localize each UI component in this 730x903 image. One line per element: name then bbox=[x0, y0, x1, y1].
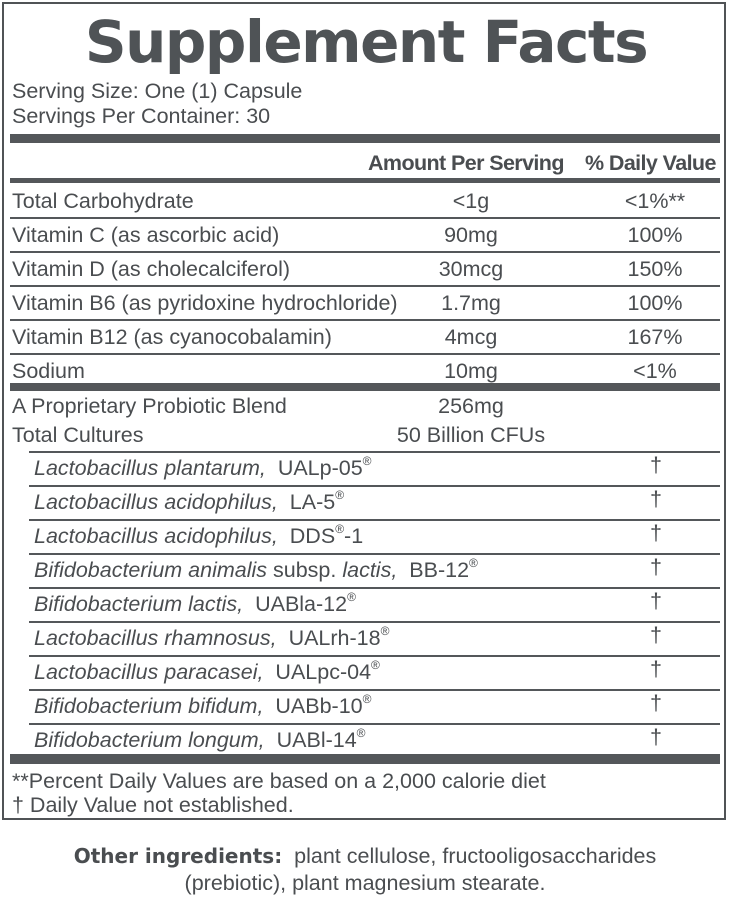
serving-size: Serving Size: One (1) Capsule bbox=[12, 79, 303, 103]
header-divider bbox=[10, 178, 720, 183]
strain-daily-value: † bbox=[650, 487, 662, 511]
nutrient-daily-value: 100% bbox=[627, 291, 683, 315]
registered-mark: ® bbox=[362, 692, 372, 706]
registered-mark: ® bbox=[371, 658, 380, 672]
strain-subspecies-marker: subsp. bbox=[273, 558, 337, 582]
blend-name: A Proprietary Probiotic Blend bbox=[12, 394, 287, 418]
daily-value-header: % Daily Value bbox=[585, 151, 716, 175]
strain-daily-value: † bbox=[650, 521, 662, 545]
row-divider bbox=[10, 285, 720, 287]
footnote-percent-daily: **Percent Daily Values are based on a 2,000 calorie diet bbox=[12, 769, 546, 793]
thick-divider bbox=[10, 383, 720, 391]
registered-mark: ® bbox=[380, 624, 390, 638]
strain-species: Lactobacillus paracasei, bbox=[34, 660, 264, 684]
registered-mark: ® bbox=[356, 726, 366, 740]
strain-divider bbox=[29, 587, 720, 589]
servings-per-container: Servings Per Container: 30 bbox=[12, 104, 271, 128]
other-ingredients bbox=[0, 843, 730, 897]
registered-mark: ® bbox=[347, 590, 356, 604]
registered-mark: ® bbox=[335, 522, 345, 536]
thick-divider bbox=[10, 754, 720, 764]
strain-species: Bifidobacterium longum, bbox=[34, 728, 265, 752]
strain-species: Lactobacillus plantarum, bbox=[34, 456, 266, 480]
strain-row bbox=[34, 693, 371, 719]
nutrient-amount: 4mcg bbox=[444, 325, 498, 349]
registered-mark: ® bbox=[469, 556, 478, 570]
registered-mark: ® bbox=[362, 454, 372, 468]
strain-species: Lactobacillus acidophilus, bbox=[34, 524, 278, 548]
nutrient-amount: 1.7mg bbox=[441, 291, 501, 315]
strain-species: Lactobacillus acidophilus, bbox=[34, 490, 278, 514]
nutrient-daily-value: 150% bbox=[627, 257, 683, 281]
nutrient-name: Vitamin B6 (as pyridoxine hydrochloride) bbox=[12, 291, 398, 315]
strain-code: LA-5 bbox=[289, 490, 336, 514]
nutrient-name: Vitamin D (as cholecalciferol) bbox=[12, 257, 291, 281]
strain-species: Bifidobacterium bifidum, bbox=[34, 694, 264, 718]
strain-row bbox=[34, 659, 380, 685]
strain-code: DDS bbox=[289, 524, 336, 548]
nutrient-name: Vitamin C (as ascorbic acid) bbox=[12, 223, 280, 247]
total-cultures-label: Total Cultures bbox=[12, 423, 144, 447]
strain-species: Lactobacillus rhamnosus, bbox=[34, 626, 277, 650]
row-divider bbox=[10, 353, 720, 355]
strain-row bbox=[34, 625, 389, 651]
strain-row bbox=[34, 727, 366, 753]
strain-row bbox=[34, 557, 478, 583]
nutrient-amount: <1g bbox=[452, 189, 490, 213]
nutrient-name: Vitamin B12 (as cyanocobalamin) bbox=[12, 325, 332, 349]
row-divider bbox=[10, 319, 720, 321]
amount-header: Amount Per Serving bbox=[368, 151, 564, 175]
thick-divider bbox=[10, 134, 720, 143]
registered-mark: ® bbox=[335, 488, 345, 502]
strain-code: UABla-12 bbox=[255, 592, 348, 616]
nutrient-amount: 90mg bbox=[444, 223, 498, 247]
strain-divider bbox=[29, 485, 720, 487]
other-ingredients-label: Other ingredients: bbox=[73, 844, 283, 868]
strain-species: Bifidobacterium animalis bbox=[34, 558, 268, 582]
nutrient-name: Sodium bbox=[12, 359, 85, 383]
nutrient-daily-value: <1%** bbox=[624, 189, 686, 213]
row-divider bbox=[10, 217, 720, 219]
strain-daily-value: † bbox=[650, 657, 662, 681]
strain-divider bbox=[29, 519, 720, 521]
strain-daily-value: † bbox=[650, 589, 662, 613]
supplement-facts-panel bbox=[2, 2, 726, 820]
strain-row bbox=[34, 489, 344, 515]
strain-divider bbox=[29, 553, 720, 555]
strain-daily-value: † bbox=[650, 725, 662, 749]
nutrient-amount: 10mg bbox=[444, 359, 498, 383]
other-ingredients-line2: (prebiotic), plant magnesium stearate. bbox=[184, 871, 546, 895]
strain-row bbox=[34, 523, 363, 549]
strain-subspecies: lactis, bbox=[342, 558, 398, 582]
strain-divider bbox=[29, 655, 720, 657]
other-ingredients-line1: plant cellulose, fructooligosaccharides bbox=[294, 844, 657, 868]
strain-daily-value: † bbox=[650, 453, 662, 477]
strain-code: BB-12 bbox=[409, 558, 470, 582]
nutrient-amount: 30mcg bbox=[438, 257, 504, 281]
strain-code: UALp-05 bbox=[277, 456, 363, 480]
nutrient-daily-value: 100% bbox=[627, 223, 683, 247]
strain-daily-value: † bbox=[650, 623, 662, 647]
nutrient-name: Total Carbohydrate bbox=[12, 189, 194, 213]
row-divider bbox=[10, 251, 720, 253]
blend-amount: 256mg bbox=[438, 394, 504, 418]
strain-row bbox=[34, 455, 372, 481]
strain-daily-value: † bbox=[650, 691, 662, 715]
strain-species: Bifidobacterium lactis, bbox=[34, 592, 244, 616]
strain-code: UABb-10 bbox=[275, 694, 363, 718]
strain-row bbox=[34, 591, 356, 617]
strain-code: UABl-14 bbox=[276, 728, 357, 752]
strain-divider bbox=[29, 689, 720, 691]
strain-divider bbox=[29, 621, 720, 623]
total-cultures-amount: 50 Billion CFUs bbox=[396, 423, 546, 447]
strain-divider bbox=[29, 723, 720, 725]
nutrient-daily-value: <1% bbox=[633, 359, 677, 383]
nutrient-daily-value: 167% bbox=[627, 325, 683, 349]
strain-code: UALpc-04 bbox=[275, 660, 372, 684]
panel-title: Supplement Facts bbox=[84, 8, 648, 76]
strain-code-suffix: -1 bbox=[344, 524, 364, 548]
strain-code: UALrh-18 bbox=[288, 626, 381, 650]
strain-divider bbox=[29, 451, 720, 453]
strain-daily-value: † bbox=[650, 555, 662, 579]
footnote-dagger: † Daily Value not established. bbox=[12, 793, 294, 817]
